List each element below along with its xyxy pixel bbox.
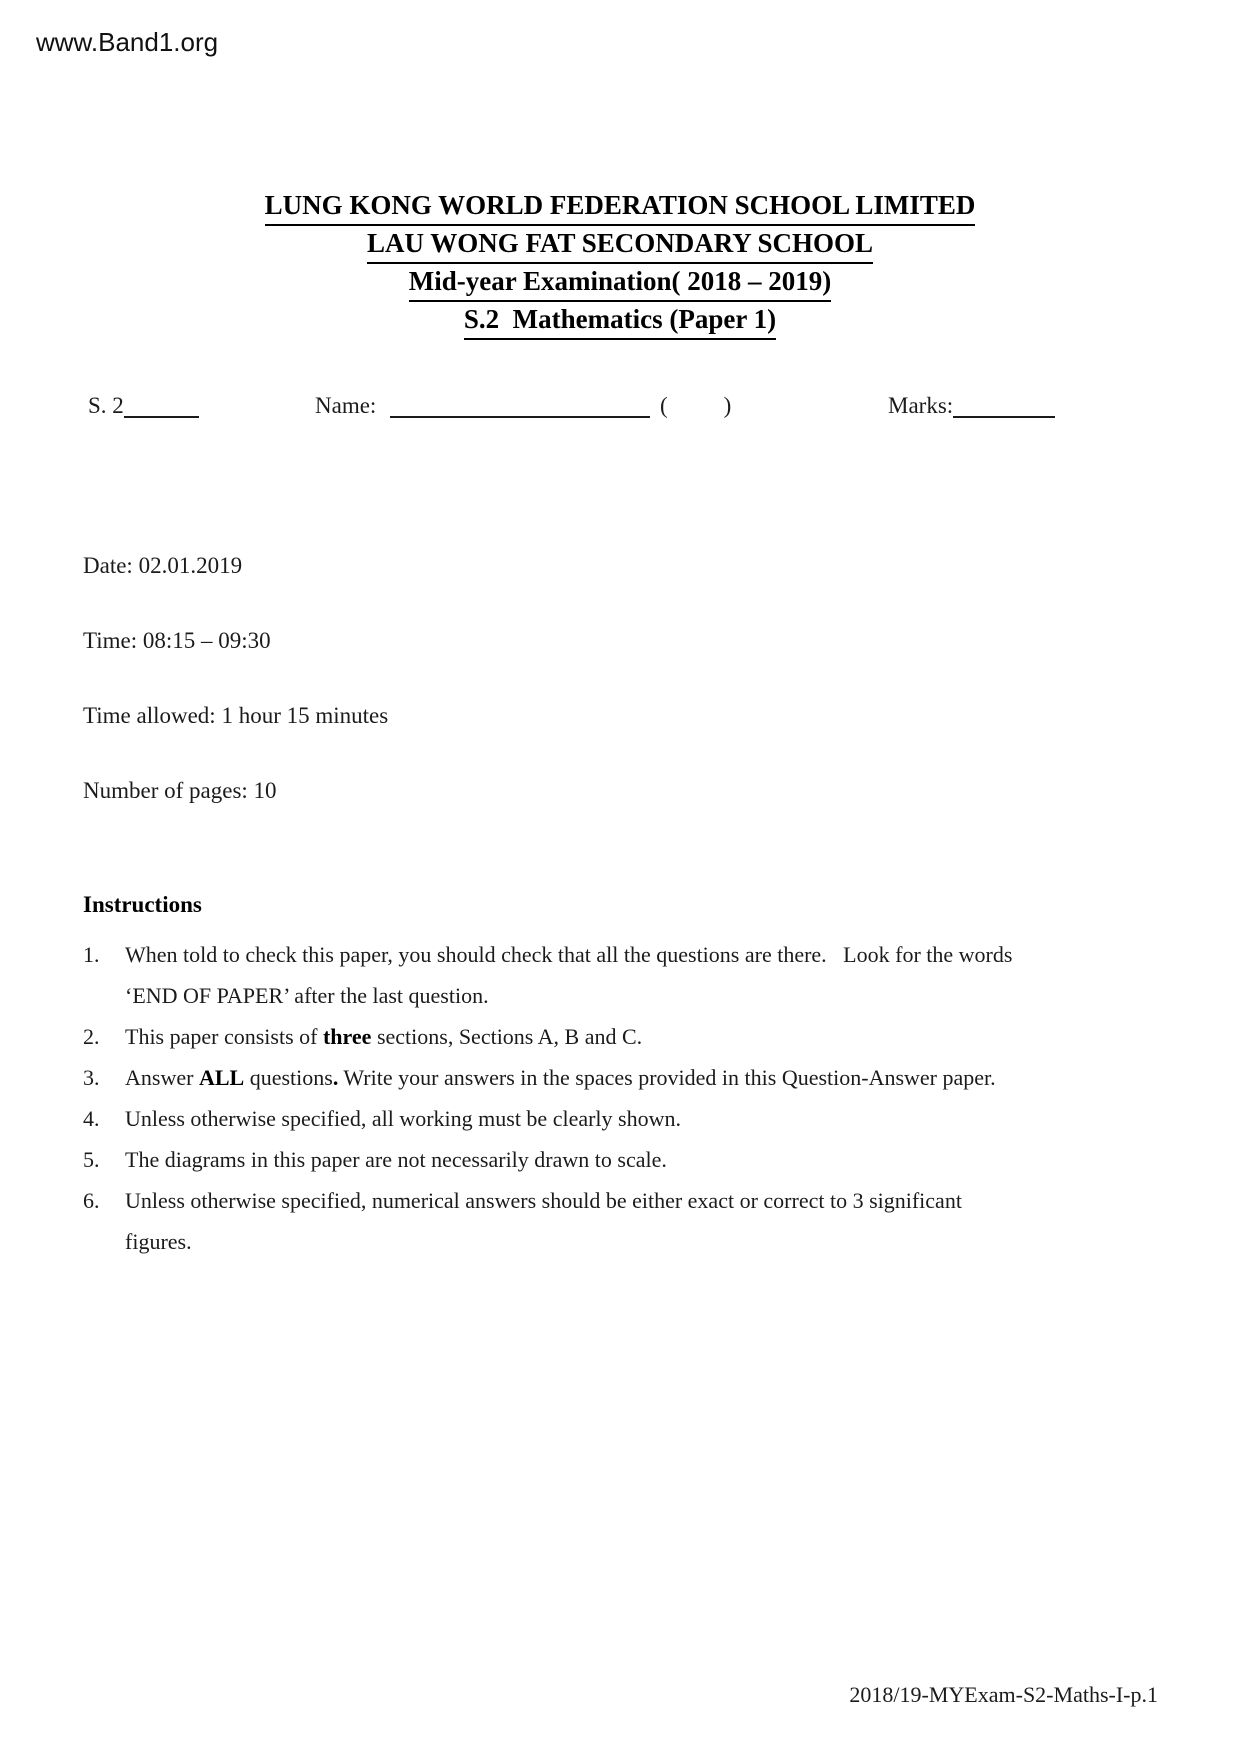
instruction-number: 3. — [83, 1065, 100, 1090]
watermark-text: www.Band1.org — [36, 27, 219, 57]
instruction-item — [83, 1098, 1158, 1139]
detail-value: 1 hour 15 minutes — [221, 703, 389, 728]
detail-value: 08:15 – 09:30 — [142, 628, 271, 653]
instruction-text: Unless otherwise specified, all working must be clearly shown. — [125, 1106, 681, 1131]
marks-label: Marks: — [888, 393, 954, 418]
paper-title: S.2 Mathematics (Paper 1) — [0, 302, 1240, 340]
student-info-row — [0, 392, 1240, 426]
exam-title: Mid-year Examination( 2018 – 2019) — [0, 264, 1240, 302]
detail-value: 02.01.2019 — [138, 553, 243, 578]
detail-label: Time allowed: — [83, 703, 222, 728]
detail-label: Number of pages: — [83, 778, 254, 803]
instruction-text: This paper consists of — [125, 1024, 323, 1049]
marks-blank-line — [953, 394, 1055, 418]
detail-label: Time: — [83, 628, 143, 653]
instruction-text: Answer — [125, 1065, 199, 1090]
detail-line — [83, 552, 388, 580]
instruction-line — [125, 1139, 1158, 1180]
detail-line — [83, 702, 388, 730]
instruction-text: The diagrams in this paper are not necessarily drawn to scale. — [125, 1147, 667, 1172]
detail-line — [83, 627, 388, 655]
instructions-heading: Instructions — [83, 892, 202, 917]
instructions-section — [83, 890, 1158, 1262]
school-name-line1: LUNG KONG WORLD FEDERATION SCHOOL LIMITED — [0, 188, 1240, 226]
detail-value: 10 — [253, 778, 277, 803]
instruction-text: figures. — [125, 1229, 192, 1254]
instruction-text: When told to check this paper, you should check that all the questions are there. Look for the words — [125, 942, 1013, 967]
name-blank-line — [390, 394, 650, 418]
school-name-line2: LAU WONG FAT SECONDARY SCHOOL — [0, 226, 1240, 264]
class-blank-line — [124, 394, 199, 418]
instruction-line — [125, 934, 1158, 975]
instruction-item — [83, 934, 1158, 1016]
page-reference: 2018/19-MYExam-S2-Maths-I-p.1 — [849, 1682, 1158, 1707]
title-block — [0, 188, 1240, 340]
instruction-line — [125, 975, 1158, 1016]
detail-label: Date: — [83, 553, 139, 578]
name-label: Name: — [315, 393, 383, 418]
instruction-line — [125, 1221, 1158, 1262]
instruction-text-bold: three — [322, 1024, 372, 1049]
name-field — [315, 392, 650, 420]
instruction-number: 4. — [83, 1106, 100, 1131]
instruction-number: 1. — [83, 942, 100, 967]
instruction-item — [83, 1057, 1158, 1098]
detail-line — [83, 777, 388, 805]
instruction-text-bold: . — [332, 1065, 339, 1090]
instruction-item — [83, 1180, 1158, 1262]
class-field — [88, 392, 199, 420]
instruction-number: 2. — [83, 1024, 100, 1049]
exam-details — [83, 552, 388, 852]
instructions-list — [83, 934, 1158, 1262]
instruction-line — [125, 1180, 1158, 1221]
instruction-text: ‘END OF PAPER’ after the last question. — [125, 983, 489, 1008]
instruction-text-bold: ALL — [198, 1065, 245, 1090]
instruction-line — [125, 1016, 1158, 1057]
instruction-item — [83, 1016, 1158, 1057]
paren-close: ) — [723, 393, 732, 418]
paren-open: ( — [660, 393, 668, 418]
instruction-number: 6. — [83, 1188, 100, 1213]
instruction-number: 5. — [83, 1147, 100, 1172]
instruction-text: Unless otherwise specified, numerical answers should be either exact or correct to 3 significant — [125, 1188, 962, 1213]
class-label: S. 2 — [88, 393, 124, 418]
instruction-line — [125, 1057, 1158, 1098]
instruction-line — [125, 1098, 1158, 1139]
instruction-text: questions — [244, 1065, 333, 1090]
marks-field — [888, 392, 1055, 420]
instruction-text: sections, Sections A, B and C. — [371, 1024, 643, 1049]
class-number-parens — [660, 392, 731, 420]
instruction-item — [83, 1139, 1158, 1180]
instruction-text: Write your answers in the spaces provided in this Question-Answer paper. — [338, 1065, 996, 1090]
